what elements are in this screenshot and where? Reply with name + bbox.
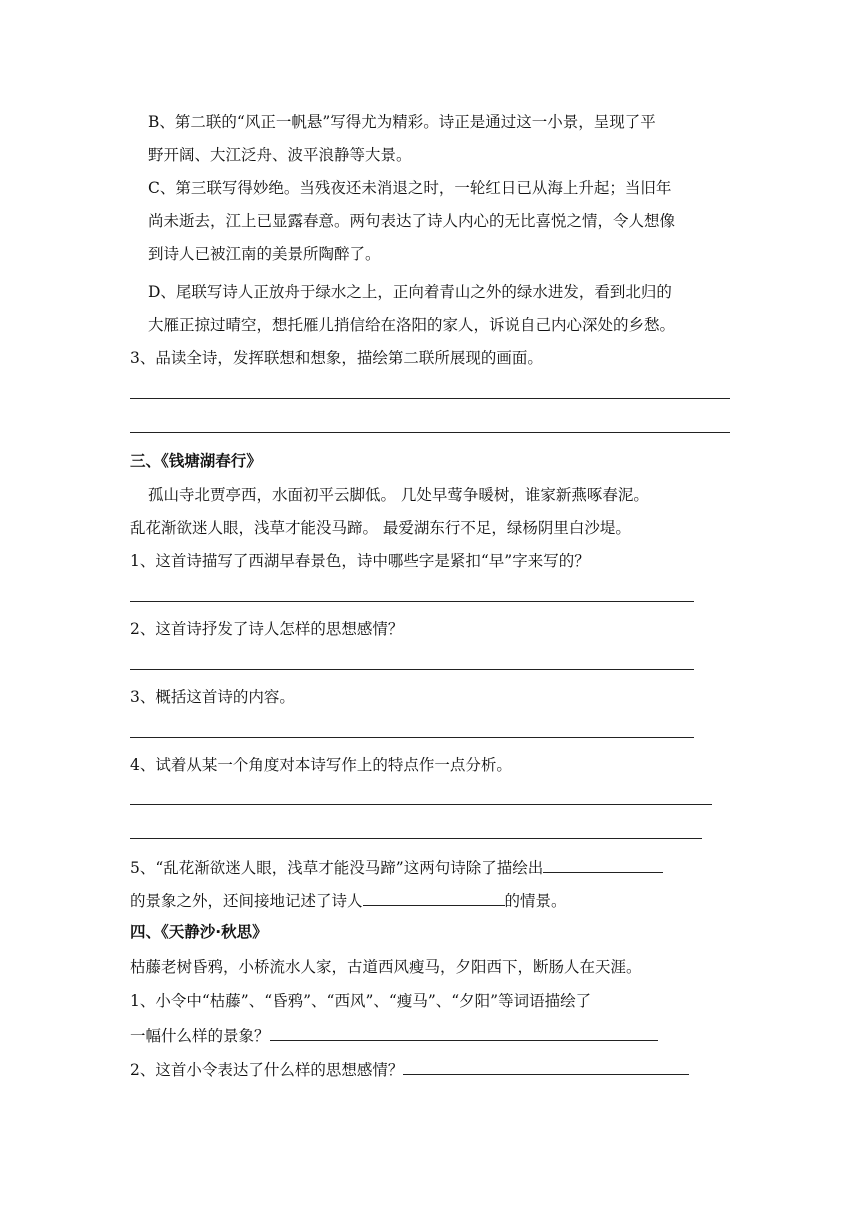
poem-line-2: 乱花渐欲迷人眼，浅草才能没马蹄。 最爱湖东行不足，绿杨阴里白沙堤。 [130, 519, 631, 537]
answer-line[interactable] [130, 804, 712, 805]
option-d-line-1: D、尾联写诗人正放舟于绿水之上，正向着青山之外的绿水进发，看到北归的 [148, 283, 672, 301]
answer-line[interactable] [130, 737, 694, 738]
q5-text-part-1: 5、“乱花渐欲迷人眼，浅草才能没马蹄”这两句诗除了描绘出 [130, 859, 544, 877]
section4-question-2 [130, 1058, 689, 1080]
fill-in-blank[interactable] [543, 856, 663, 873]
section4-question-1-line-1: 1、小令中“枯藤”、“昏鸦”、“西风”、“瘦马”、“夕阳”等词语描绘了 [130, 992, 592, 1010]
section3-question-2: 2、这首诗抒发了诗人怎样的思想感情？ [130, 620, 404, 638]
q5-text-part-2: 的景象之外，还间接地记述了诗人 [130, 892, 363, 910]
answer-line[interactable] [130, 838, 702, 839]
section3-heading: 三、《钱塘湖春行》 [130, 452, 262, 470]
option-d-line-2: 大雁正掠过晴空，想托雁儿捎信给在洛阳的家人，诉说自己内心深处的乡愁。 [148, 316, 676, 334]
section4-heading: 四、《天静沙·秋思》 [130, 923, 268, 941]
option-b-line-2: 野开阔、大江泛舟、波平浪静等大景。 [148, 146, 412, 164]
section3-question-3: 3、概括这首诗的内容。 [130, 688, 295, 706]
option-c-line-2: 尚未逝去，江上已显露春意。两句表达了诗人内心的无比喜悦之情，令人想像 [148, 212, 676, 230]
section3-question-5-line-1 [130, 856, 663, 878]
section4-poem: 枯藤老树昏鸦，小桥流水人家，古道西风瘦马，夕阳西下，断肠人在天涯。 [130, 958, 642, 976]
section2-question-3: 3、品读全诗，发挥联想和想象，描绘第二联所展现的画面。 [130, 349, 543, 367]
fill-in-blank[interactable] [270, 1024, 658, 1041]
answer-line[interactable] [130, 398, 730, 399]
option-c-line-1: C、第三联写得妙绝。当残夜还未消退之时，一轮红日已从海上升起；当旧年 [148, 179, 672, 197]
option-b-line-1: B、第二联的“风正一帆悬”写得尤为精彩。诗正是通过这一小景，呈现了平 [148, 113, 656, 131]
fill-in-blank[interactable] [363, 889, 505, 906]
poem-line-1: 孤山寺北贾亭西，水面初平云脚低。 几处早莺争暖树，谁家新燕啄春泥。 [148, 486, 649, 504]
q5-text-part-3: 的情景。 [504, 892, 567, 910]
q1-text: 一幅什么样的景象？ [130, 1027, 270, 1045]
answer-line[interactable] [130, 669, 694, 670]
option-c-line-3: 到诗人已被江南的美景所陶醉了。 [148, 245, 381, 263]
section3-question-1: 1、这首诗描写了西湖早春景色，诗中哪些字是紧扣“早”字来写的？ [130, 552, 590, 570]
section3-question-4: 4、试着从某一个角度对本诗写作上的特点作一点分析。 [130, 756, 512, 774]
q2-text: 2、这首小令表达了什么样的思想感情？ [130, 1061, 404, 1079]
fill-in-blank[interactable] [403, 1058, 689, 1075]
section3-question-5-line-2 [130, 889, 567, 911]
section4-question-1-line-2 [130, 1024, 658, 1046]
answer-line[interactable] [130, 432, 730, 433]
answer-line[interactable] [130, 601, 694, 602]
